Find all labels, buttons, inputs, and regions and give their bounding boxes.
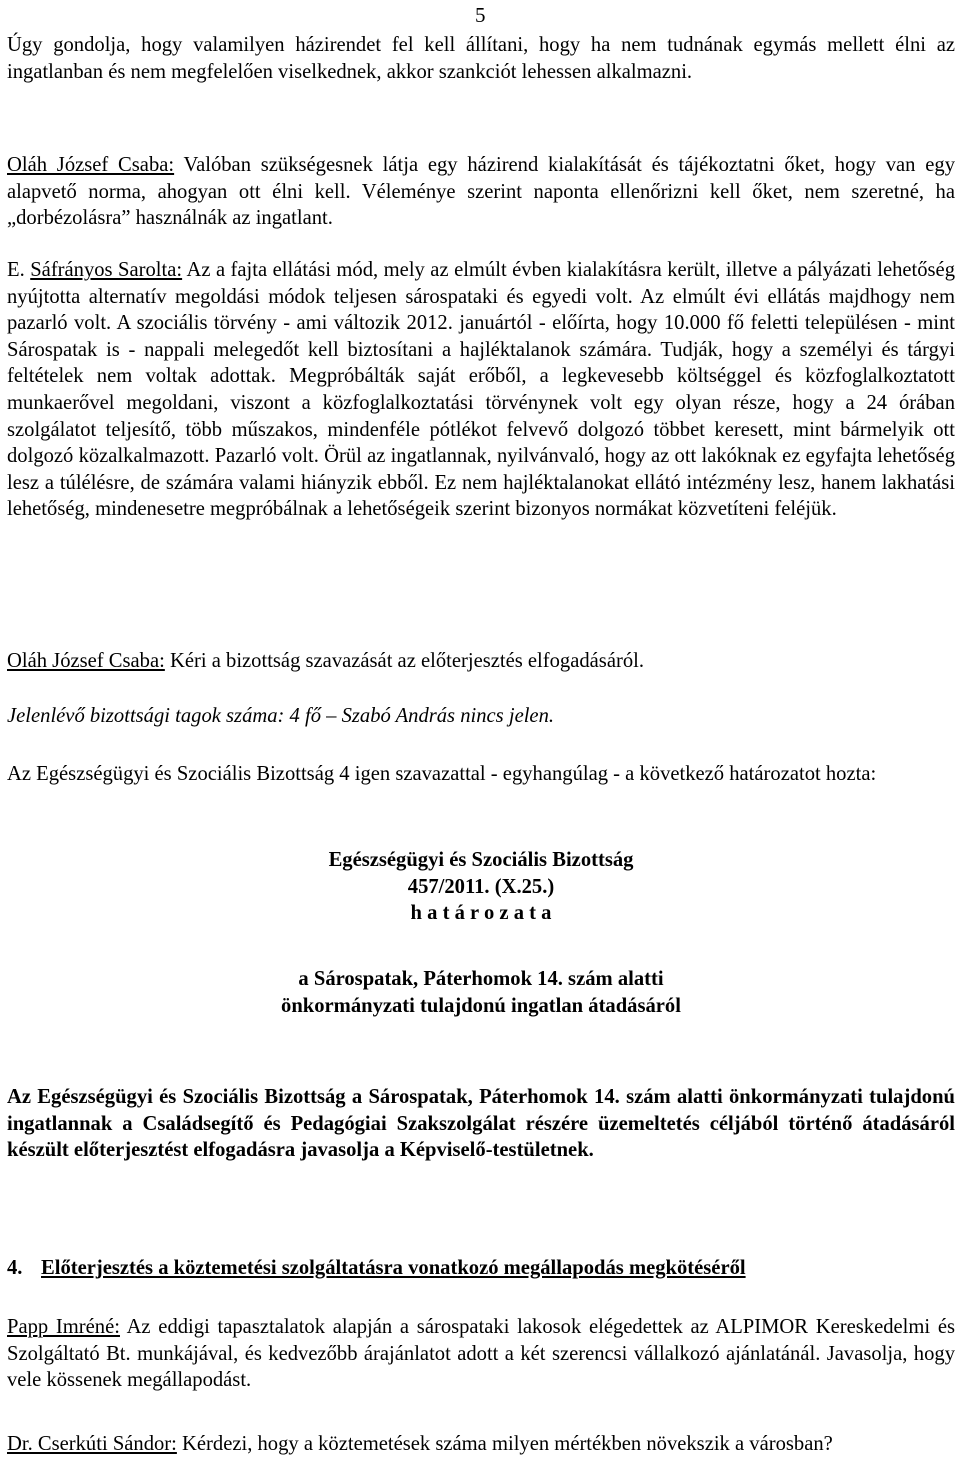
resolution-subject-line: önkormányzati tulajdonú ingatlan átadásáról xyxy=(281,994,681,1017)
statement-text: Kéri a bizottság szavazását az előterjesztés elfogadásáról. xyxy=(164,650,644,672)
resolution-committee: Egészségügyi és Szociális Bizottság xyxy=(328,849,634,871)
statement-text: Valóban szükségesnek látja egy házirend kialakítását és tájékoztatni őket, hogy van egy alapvető norma, ahogyan ott élni kell. Véleménye szerint naponta ellenőrizni kell őket, nem szeretné, ha „dorbézolásra” használnák az ingatlant. xyxy=(7,154,955,230)
resolution-number: 457/2011. (X.25.) xyxy=(407,875,555,898)
statement-text: Az a fajta ellátási mód, mely az elmúlt évben kialakításra került, illetve a pályázati lehetőség nyújtotta alternatív megoldási módok teljesen sárospataki és egyedi volt. Az elmúlt évi ellátás majdhogy nem pazarló volt. A szociális törvény - ami változik 2012. januártól - előírta, hogy 10.000 fő feletti településen - mint Sárospatak is - nappali melegedőt kell biztosítani a hajléktalanok számára. Tudják, hogy a személyi és tárgyi feltételek nem voltak adottak. Megpróbálták saját erőből, a legkevesebb költséggel és közfoglalkoztatott munkaerővel megoldani, viszont a közfoglalkoztatási törvénynek volt egy olyan része, hogy a 24 órában szolgálatot teljesítő, több műszakos, mindenféle pótlékot felvevő dolgozó többet keresett, mint bármelyik ott dolgozó közalkalmazott. Pazarló volt. Örül az ingatlannak, nyilvánvaló, hogy az ott lakóknak ez egyfajta lehetőség lesz a túlélésre, de számára valami hiányzik ebből. Ez nem hajléktalanokat ellátó intézmény lesz, hanem lakhatási lehetőség, mindenesetre megpróbálnak a lehetőségeik szerint bizonyos normákat közvetíteni feléjük. xyxy=(7,259,955,521)
paragraph-olah-1 xyxy=(7,152,955,232)
resolution-subject xyxy=(7,966,955,1019)
resolution-body: Az Egészségügyi és Szociális Bizottság a Sárospatak, Páterhomok 14. szám alatti önkormányzati tulajdonú ingatlannak a Családsegítő és Pedagógiai Szakszolgálat részére üzemeltetés céljából történő átadásáról készült előterjesztést elfogadásra javasolja a Képviselő-testületnek. xyxy=(7,1086,955,1162)
attendance-note: Jelenlévő bizottsági tagok száma: 4 fő – Szabó András nincs jelen. xyxy=(7,705,555,727)
speaker-name: Papp Imréné: xyxy=(7,1316,120,1338)
paragraph-olah-2 xyxy=(7,648,955,675)
paragraph-papp xyxy=(7,1314,955,1394)
speaker-name: Oláh József Csaba: xyxy=(7,154,175,176)
statement-text: Kérdezi, hogy a köztemetések száma milyen mértékben növekszik a városban? xyxy=(176,1433,833,1455)
statement-text: Az eddigi tapasztalatok alapján a sárospataki lakosok elégedettek az ALPIMOR Kereskedelmi és Szolgáltató Bt. munkájával, és kedvezőbb árajánlatot adott a két szerencsi vállalkozó ajánlatánál. Javasolja, hogy vele kössenek megállapodást. xyxy=(7,1316,956,1392)
speaker-prefix: E. xyxy=(7,259,31,281)
agenda-item-heading xyxy=(7,1255,955,1282)
resolution-subject-line: a Sárospatak, Páterhomok 14. szám alatti xyxy=(298,968,664,990)
agenda-item-number: 4. xyxy=(7,1257,23,1279)
resolution-header xyxy=(7,847,955,927)
resolution-label: h a t á r o z a t a xyxy=(410,902,552,925)
page-number: 5 xyxy=(475,3,486,27)
speaker-name: Dr. Cserkúti Sándor: xyxy=(7,1433,177,1455)
vote-result: Az Egészségügyi és Szociális Bizottság 4 igen szavazattal - egyhangúlag - a következő határozatot hozta: xyxy=(7,763,877,785)
paragraph-safranyos xyxy=(7,257,955,523)
speaker-name: Sáfrányos Sarolta: xyxy=(30,259,183,281)
paragraph-cserkuti xyxy=(7,1431,955,1458)
paragraph-intro: Úgy gondolja, hogy valamilyen házirendet fel kell állítani, hogy ha nem tudnának egymás mellett élni az ingatlanban és nem megfelelően viselkednek, akkor szankciót lehessen alkalmazni. xyxy=(7,34,955,83)
agenda-item-title: Előterjesztés a köztemetési szolgáltatásra vonatkozó megállapodás megkötéséről xyxy=(41,1257,746,1279)
speaker-name: Oláh József Csaba: xyxy=(7,650,165,672)
